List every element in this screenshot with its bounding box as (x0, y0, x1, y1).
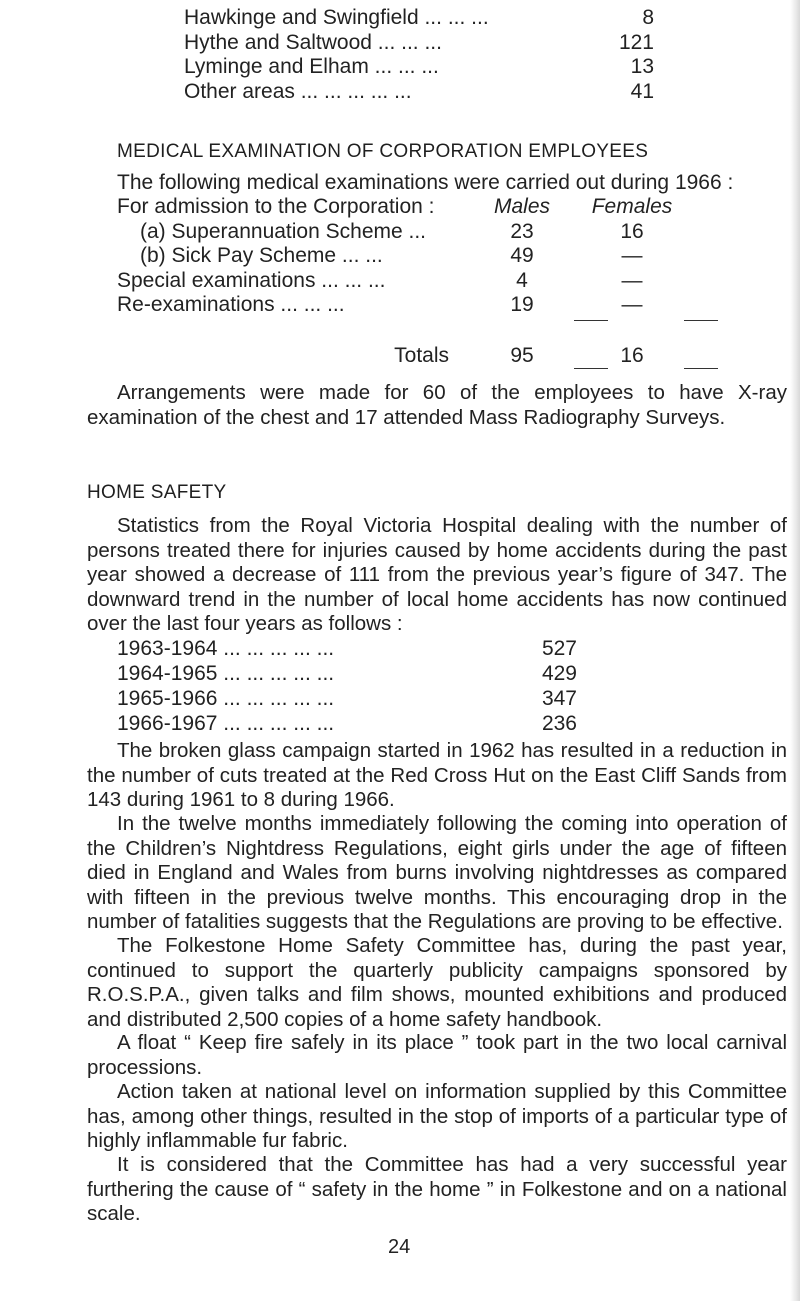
list-item (184, 6, 654, 31)
females-cell: — (621, 293, 643, 316)
section-heading-home-safety: HOME SAFETY (87, 482, 227, 503)
males-cell: 19 (510, 293, 534, 316)
district-value: 121 (618, 30, 654, 54)
broken-glass-paragraph: The broken glass campaign started in 1962 has resulted in a reduction in the number of cuts treated at the Red Cross Hut on the East Cliff Sands from 143 during 1961 to 8 during 1966. (87, 739, 787, 811)
females-cell: — (621, 268, 643, 292)
sum-rule (574, 320, 608, 321)
year-label: 1964-1965 ... ... ... ... ... (117, 662, 335, 685)
table-row (117, 269, 687, 294)
year-value: 527 (541, 637, 577, 660)
home-safety-paragraph: Statistics from the Royal Victoria Hospital dealing with the number of persons treated there for injuries caused by home accidents during the past year showed a decrease of 111 from the previous year’s figure of 347. The downward trend in the number of local home accidents has now continued over the last four years as follows : (87, 514, 787, 635)
year-label: 1966-1967 ... ... ... ... ... (117, 712, 335, 735)
district-name: Hawkinge and Swingfield ... ... ... (184, 6, 489, 29)
section-heading-medical: MEDICAL EXAMINATION OF CORPORATION EMPLOYEES (117, 141, 649, 162)
females-cell: 16 (620, 219, 644, 243)
float-paragraph: A float “ Keep fire safely in its place ” took part in the two local carnival processions. (87, 1031, 787, 1079)
column-header-males: Males (493, 195, 551, 218)
district-list (184, 6, 654, 104)
year-value: 429 (541, 662, 577, 685)
medical-table (117, 195, 687, 368)
row-label: Re-examinations ... ... ... (117, 293, 345, 316)
total-rule (574, 368, 608, 369)
district-value: 8 (642, 6, 654, 29)
xray-paragraph: Arrangements were made for 60 of the employees to have X-ray examination of the chest and 17 attended Mass Radiography Surveys. (87, 381, 787, 429)
totals-males: 95 (510, 343, 534, 367)
table-header-row (117, 195, 687, 220)
totals-females: 16 (620, 343, 644, 367)
list-item (184, 55, 654, 80)
table-row (117, 293, 687, 318)
committee-paragraph: The Folkestone Home Safety Committee has, during the past year, continued to support the quarterly publicity campaigns sponsored by R.O.S.P.A., given talks and film shows, mounted exhibitions and produced and distributed 2,500 copies of a home safety handbook. (87, 934, 787, 1031)
list-item (117, 686, 577, 711)
national-action-paragraph: Action taken at national level on information supplied by this Committee has, among other things, resulted in the stop of imports of a particular type of highly inflammable fur fabric. (87, 1080, 787, 1152)
district-name: Lyminge and Elham ... ... ... (184, 55, 439, 78)
page-edge-shadow (790, 0, 800, 1301)
conclusion-paragraph: It is considered that the Committee has had a very successful year furthering the cause of “ safety in the home ” in Folkestone and on a national scale. (87, 1153, 787, 1225)
district-value: 41 (630, 79, 654, 103)
males-cell: 23 (510, 219, 534, 243)
list-item (184, 31, 654, 56)
table-row (117, 244, 687, 269)
nightdress-paragraph: In the twelve months immediately following the coming into operation of the Children’s Nightdress Regulations, eight girls under the age of fifteen died in England and Wales from burns involving nightdresses as compared with fifteen in the previous twelve months. This encouraging drop in the number of fatalities suggests that the Regulations are proving to be effective. (87, 812, 787, 933)
row-label: Special examinations ... ... ... (117, 268, 386, 292)
column-header-females: Females (591, 195, 673, 218)
total-rule (684, 368, 718, 369)
district-name: Hythe and Saltwood ... ... ... (184, 30, 442, 54)
admission-label: For admission to the Corporation : (117, 195, 435, 218)
row-label: (b) Sick Pay Scheme ... ... (140, 244, 383, 267)
medical-intro: The following medical examinations were carried out during 1966 : (117, 171, 734, 194)
totals-label: Totals (394, 343, 449, 367)
district-name: Other areas ... ... ... ... ... (184, 79, 412, 103)
females-cell: — (621, 244, 643, 267)
accident-years-list (117, 636, 577, 736)
sum-rule (684, 320, 718, 321)
list-item (184, 80, 654, 105)
year-label: 1963-1964 ... ... ... ... ... (117, 637, 335, 660)
list-item (117, 711, 577, 736)
year-value: 347 (541, 687, 577, 710)
list-item (117, 661, 577, 686)
list-item (117, 636, 577, 661)
males-cell: 49 (510, 244, 534, 267)
year-value: 236 (541, 712, 577, 735)
row-label: (a) Superannuation Scheme ... (140, 219, 427, 243)
page-number: 24 (388, 1236, 411, 1258)
table-row (117, 220, 687, 245)
males-cell: 4 (516, 268, 528, 292)
district-value: 13 (630, 55, 654, 78)
totals-row (117, 344, 687, 369)
year-label: 1965-1966 ... ... ... ... ... (117, 687, 335, 710)
